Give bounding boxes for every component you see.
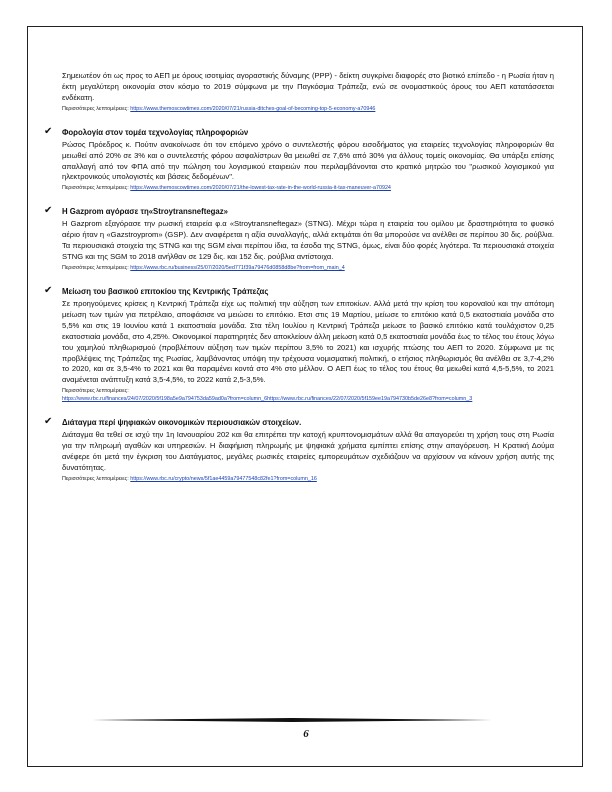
section-it-tax: [46, 127, 554, 193]
checkmark-icon: ✔: [44, 284, 53, 296]
section-heading: [44, 125, 554, 138]
more-details-label: Περισσότερες λεπτομέρειες:: [62, 185, 129, 192]
source-link[interactable]: https://www.themoscowtimes.com/2020/07/21/the-lowest-tax-rate-in-the-world-russia-it-tax-maneuver-a70924: [130, 185, 391, 192]
more-details-label: Περισσότερες λεπτομέρειες:: [62, 264, 129, 271]
section-heading: [44, 205, 554, 217]
checkmark-icon: ✔: [44, 416, 53, 428]
checkmark-icon: ✔: [44, 125, 53, 137]
section-paragraph: Ρώσος Πρόεδρος κ. Πούτιν ανακοίνωσε ότι τον επόμενο χρόνο ο συντελεστής φόρου εισοδήματος για εταιρείες τεχνολογίας πληροφοριών θα μειωθεί από 20% σε 3% και ο συντελεστής φόρου ασφαλίστρων θα μειωθεί σε 7,6% από 30% για άλλους τομείς οικονομίας. Θα υπάρξει επίσης απαλλαγή από τον ΦΠΑ από την πώληση του λογισμικού εταιρειών που περιλαμβάνονται στο κρατικό μητρώο του "ρωσικού λογισμικού για ηλεκτρονικούς υπολογιστές και βάσεις δεδομένων".: [62, 139, 554, 182]
section-digital-assets: [46, 417, 554, 483]
section-gazprom: [46, 206, 554, 272]
section-paragraph: Η Gazprom εξαγόρασε την ρωσική εταιρεία φ.α «Stroytransneftegaz» (STNG). Μέχρι τώρα η εταιρεία του ομίλου με δραστηριότητα το φυσικό αέριο ήταν η «Gazstroyprom» (GSP). Δεν αναφέρεται η αξία συναλλαγής, αλλά εκτιμάται ότι θα μπορούσε να ανέλθει σε περίπου 30 δις. ρούβλια. Τα περιουσιακά στοιχεία της STNG και της SGM είναι περίπου ίδια, τα έσοδα της STNG, όμως, είναι δύο φορές λιγότερα. Τα περιουσιακά στοιχεία STNG και της SGM το 2018 ανήλθαν σε 129 δις. και 152 δις. ρούβλια αντίστοιχα.: [62, 219, 554, 262]
document-body: [46, 71, 554, 483]
checkmark-icon: ✔: [44, 205, 53, 217]
more-details: [62, 105, 554, 113]
more-details-label: Περισσότερες λεπτομέρειες:: [62, 475, 129, 482]
section-paragraph: Διάταγμα θα τεθεί σε ισχύ την 1η Ιανουαρίου 202 και θα επιτρέπει την κατοχή κρυπτονομισμάτων αλλά θα απαγορεύει τη χρήση τους στη Ρωσία για την πληρωμή αγαθών και υπηρεσιών. Η διαφήμιση πληρωμής με ψηφιακά χρήματα εμπίπτει επίσης στην απαγόρευση. Η Κρατική Δούμα ανέφερε ότι μετά την έγκριση του Διατάγματος, μεγάλες ρωσικές εταιρείες εμπορευμάτων σχεδιάζουν να αρχίσουν να κάνουν χρήση αυτής της δυνατότητας.: [62, 430, 554, 472]
source-link[interactable]: https://www.themoscowtimes.com/2020/07/21/russia-ditches-goal-of-becoming-top-5-economy-a70946: [130, 105, 376, 112]
intro-paragraph: Σημειωτέον ότι ως προς το ΑΕΠ με όρους ισοτιμίας αγοραστικής δύναμης (PPP) - δείκτη συγκρίνει διαφορές στο βιοτικό επίπεδο - η Ρωσία ήταν η έκτη μεγαλύτερη οικονομία στον κόσμο το 2019 σύμφωνα με την Παγκόσμια Τράπεζα, ενώ σε ονομαστικούς όρους του ΑΕΠ κατατάσσεται ενδέκατη.: [62, 71, 554, 102]
source-link[interactable]: https://www.rbc.ru/crypto/news/5f1ae4459a79477548c82fe1?from=column_16: [130, 475, 317, 482]
source-link[interactable]: https://www.rbc.ru/finances/24/07/2020/5f198a5e9a794753da59ad0a?from=column_6https://www.rbc.ru/finances/22/07/2020/5f159ee19a794730b5de26e8?from=column_3: [62, 396, 473, 403]
footer-divider: [92, 718, 492, 722]
intro-block: [46, 71, 554, 113]
more-details: [62, 264, 554, 272]
section-title: Φορολογία στον τομέα τεχνολογίας πληροφοριών: [62, 127, 249, 137]
section-paragraph: Σε προηγούμενες κρίσεις η Κεντρική Τράπεζα είχε ως πολιτική την αύξηση των επιτοκίων. Αλλά μετά την κρίση του κοροναϊού και την απότομη μείωση των τιμών για πετρέλαιο, αποφάσισε να μειώσει το επιτόκιο. Ετσι στις 19 Μαρτίου, μείωσε το επιτόκιο κατά 0,5 εκατοστιαία μονάδα στο 5,5% και στις 19 Ιουνίου κατά 1 εκατοστιαία μονάδα. Στα τέλη Ιουλίου η Κεντρική Τράπεζα μείωσε το βασικό επιτόκιο κατά τουλάχιστον 0,25 εκατοστιαία μονάδα, στο 4,25%. Οικονομικοί παρατηρητές δεν αποκλείουν άλλη μείωση κατά 0,5 εκατοστιαία μονάδα έως το τέλος του έτους λόγω του χαμηλού πληθωρισμού (προβλέπουν αύξηση των τιμών περίπου 3,5% το 2021) και ισχυρής πτώσης του ΑΕΠ το 2020. Σύμφωνα με τις προβλέψεις της Τράπεζας της Ρωσίας, λαμβάνοντας υπόψη την τρέχουσα νομισματική πολιτική, ο ετήσιος πληθωρισμός θα ανέλθει σε 3,7-4,2% το 2020, και σε 3,5-4% το 2021 και θα παραμένει κοντά στο 4% στο μέλλον. Ο ΑΕΠ έως το τέλος του έτους θα μειωθεί κατά 4,5-5,5%, το 2021 αναμένεται ανάπτυξη κατά 3,5-4,5%, το 2022 κατά 2,5-3,5%.: [62, 298, 554, 385]
section-heading: [44, 416, 554, 428]
more-details-label: Περισσότερες λεπτομέρειες:: [62, 388, 129, 395]
more-details: [62, 184, 554, 192]
page-number: 6: [303, 728, 309, 740]
more-details: [62, 475, 554, 483]
section-heading: [44, 284, 554, 297]
more-details: [62, 387, 554, 403]
section-title: Η Gazprom αγόρασε τη«Stroytransneftegaz»: [62, 207, 228, 217]
section-central-bank-rate: [46, 286, 554, 403]
section-title: Διάταγμα περί ψηφιακών οικονομικών περιουσιακών στοιχείων.: [62, 418, 302, 428]
source-link[interactable]: https://www.rbc.ru/business/25/07/2020/5ed771f39a79476d0858d8be?from=from_main_4: [130, 264, 345, 271]
more-details-label: Περισσότερες λεπτομέρειες:: [62, 105, 129, 112]
section-title: Μείωση του βασικού επιτοκίου της Κεντρικής Τράπεζας: [62, 286, 269, 296]
